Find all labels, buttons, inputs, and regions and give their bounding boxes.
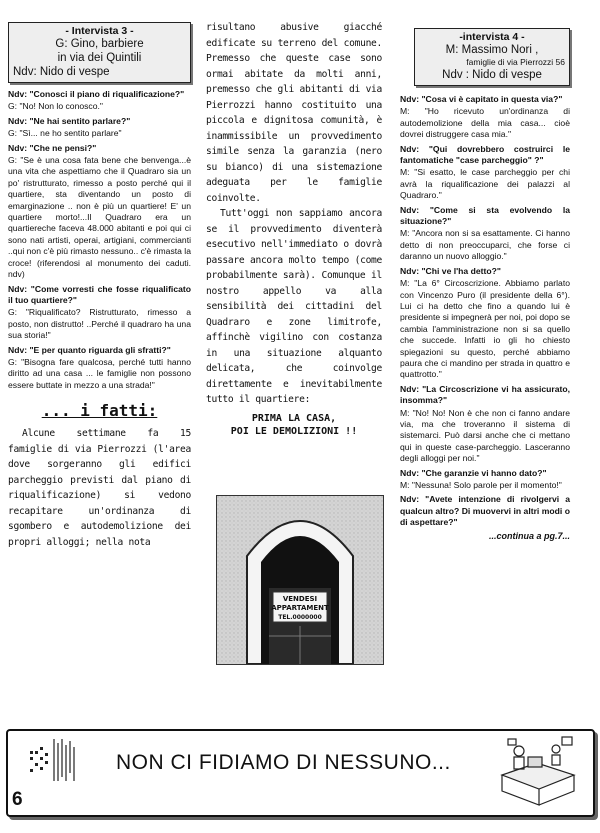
answer: M: "Ho ricevuto un'ordinanza di autodemolizione della mia casa... cioè dovrei distruggere casa mia." [400,106,570,140]
answer: G: "Sì... ne ho sentito parlare" [8,128,122,139]
interview-3-address: in via dei Quintili [57,52,142,64]
interview-4-interviewer: Ndv : Nido di vespe [442,69,542,81]
building-window-photo [216,495,384,665]
headline: PRIMA LA CASA, POI LE DEMOLIZIONI !! [230,412,358,437]
answer: G: "No! Non lo conosco." [8,101,103,112]
sign-text-3: TEL.0000000 [278,614,322,621]
facts-heading: ... i fatti: [41,401,158,421]
question: Ndv: "Come si sta evolvendo la situazione?" [400,204,570,227]
question: Ndv: "Chi ve l'ha detto?" [400,265,501,276]
interview-4-title: -intervista 4 - [459,31,525,43]
answer: G: "Riqualificato? Ristrutturato, rimesso a posto, non distrutto! ..Perché il quadraro ha una sua storia!" [8,307,191,341]
answer: M: "Nessuna! Solo parole per il momento!" [400,480,562,490]
interview-3-header [8,22,191,83]
answer: M: "La 6° Circoscrizione. Abbiamo parlato con Vincenzo Puro (il presidente della 6°). Lui ci ha detto che fino a quando lui è presidente si impegnerà per noi, poi dopo se cambia l'amministrazione non si sa quello che succede. Infatti io gli ho chiesto spiegazioni su questo, perché abbiamo paura che ci mandino per strada in quattro e quattrotto." [400,278,570,380]
question: Ndv: "E per quanto riguarda gli sfratti?" [8,344,171,355]
answer: G: "Se è una cosa fata bene che benvenga...è una vita che aspettiamo che il Quadraro sia un po' ristrutturato, rimesso a posto perché qui il quartiere, sta diventando un posto di emarginazione .. non è più un quartiere! E' un quartiere morto!...Il Quadraro era un quartiereche faceva 48.000 abitanti e poi qui ci sono nati artisti, operai, artigiani, commercianti ..qui non c'è più rimasto nessuno.. c'è rimasta la croce! (riferendosi al monumento dei caduti. ndv) [8,155,191,280]
question: Ndv: "Cosa vi è capitato in questa via?" [400,94,563,104]
answer: M: "Si esatto, le case parcheggio per chi avrà la riqualificazione dei palazzi al Quadraro." [400,167,570,201]
interview-4-body [400,94,570,529]
column-left [8,22,191,550]
continued-note: ...continua a pg.7... [488,530,570,541]
interview-3-body [8,89,191,391]
question: Ndv: "Ne hai sentito parlare?" [8,115,131,126]
question: Ndv: "Qui dovrebbero costruirci le fantomatiche "case parcheggio" ?" [400,143,570,166]
answer: M: "No! No! Non è che non ci fanno andare via, ma che troveranno il sistema di sistemarci. Può darsi anche che ci mettano qui in queste case-parcheggio. Lasceranno degli alloggi per noi." [400,407,570,464]
facts-paragraph: Alcune settimane fa 15 famiglie di via Pierrozzi (l'area dove sorgeranno gli edifici parcheggio previsti dal piano di riqualificazione) si vedono recapitare un'ordinanza di sgombero e autodemolizione dei propri alloggi; nella nota [8,428,191,548]
column-right [400,28,570,541]
sign-text-2: APPARTAMENT [271,604,329,612]
question: Ndv: "Che ne pensi?" [8,142,97,153]
answer: G: "Bisogna fare qualcosa, perché tutti hanno diritto ad una casa ... le famiglie non possono essere buttate in mezzo a una strada!" [8,356,191,390]
interview-4-subject: M: Massimo Nori , [445,44,539,56]
interview-4-address: famiglie di via Pierrozzi 56 [466,57,565,67]
page-number: 6 [12,789,23,810]
answer: M: "Ancora non si sa esattamente. Ci hanno detto di non preoccuparci, che forse ci daranno un nuovo alloggio." [400,228,570,262]
article-paragraph: Tutt'oggi non sappiamo ancora se il provvedimento diventerà esecutivo nell'immediato o dovrà passare ancora molto tempo (come probabilmente sarà). Comunque il nostro appello va alla sensibilità dei cittadini del Quadraro e zone limitrofe, affinchè vigilino con costanza in una situazione alquanto delicata, che coinvolge direttamente e inevitabilmente tutto il quartiere: [206,208,382,405]
question: Ndv: "Avete intenzione di rivolgervi a qualcun altro? Di muovervi in altri modi o di aspettare?" [400,494,570,528]
footer-slogan: NON CI FIDIAMO DI NESSUNO... [116,751,451,774]
photo-illustration [217,496,383,664]
question: Ndv: "Come vorresti che fosse riqualificato il tuo quartiere?" [8,283,191,305]
office-desk-illustration-icon [492,735,582,809]
question: Ndv: "Conosci il piano di riqualificazione?" [8,89,185,99]
column-middle [206,20,382,438]
interview-3-interviewer: Ndv: Nido di vespe [13,66,110,78]
sign-text-1: VENDESI [282,595,318,603]
article-text [206,20,382,408]
interview-3-subject: G: Gino, barbiere [55,38,144,50]
interview-4-header [414,28,570,86]
question: Ndv: "La Circoscrizione vi ha assicurato, insomma?" [400,383,570,406]
question: Ndv: "Che garanzie vi hanno dato?" [400,467,547,478]
article-paragraph: risultano abusive giacché edificate su terreno del comune. Premesso che queste case sono ormai abitate da molti anni, premesso che gli abitanti di via Pierrozzi hanno costituito una piccola e dignitosa comunità, è inammissibile un provvedimento simile senza la garanzia (nero su bianco) di una sistemazione adeguata per le famiglie coinvolte. [206,22,382,204]
documents-icon [28,737,88,787]
interview-3-title: - Intervista 3 - [65,25,134,37]
footer-banner [6,729,595,817]
